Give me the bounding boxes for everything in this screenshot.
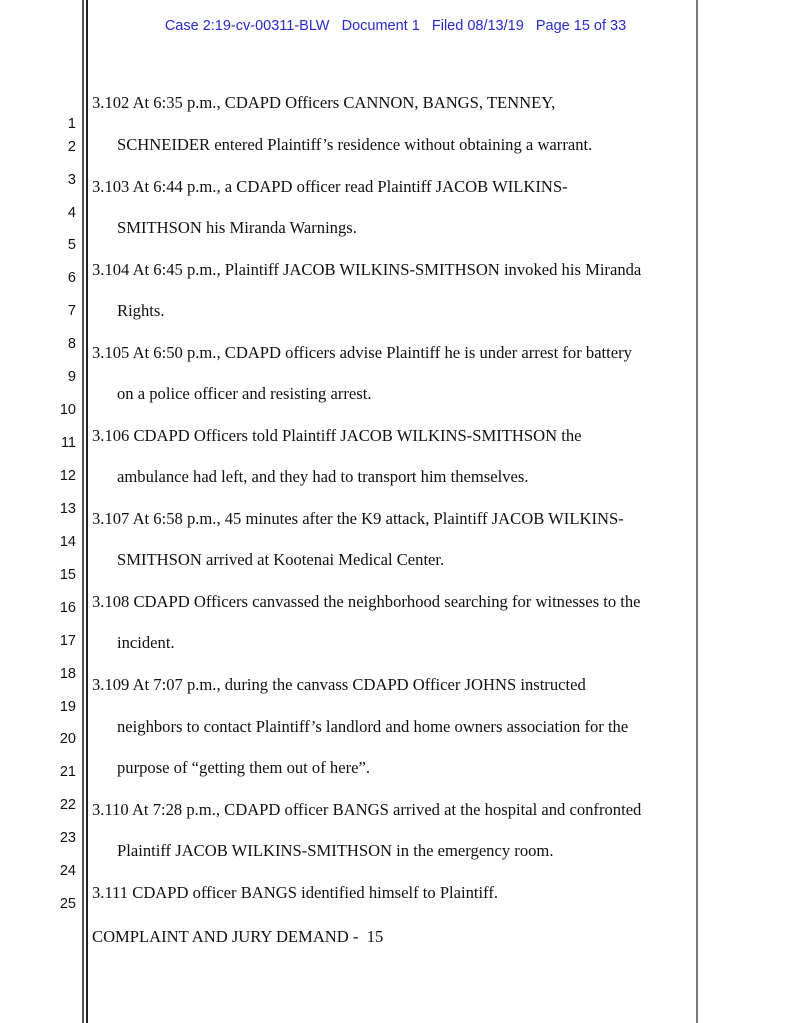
text-line: Rights.	[117, 301, 165, 320]
text-line: 3.108 CDAPD Officers canvassed the neighborhood searching for witnesses to the	[92, 592, 641, 611]
page-footer: COMPLAINT AND JURY DEMAND - 15	[92, 927, 384, 946]
line-number: 21	[59, 764, 76, 780]
line-number: 11	[60, 435, 76, 451]
line-number: 3	[67, 172, 76, 188]
header-filed-date: Filed 08/13/19	[431, 18, 524, 34]
text-line: SMITHSON his Miranda Warnings.	[117, 218, 357, 237]
line-number: 12	[59, 468, 76, 484]
text-line: incident.	[117, 633, 175, 652]
line-number: 22	[59, 797, 76, 813]
header-page-number: Page 15 of 33	[535, 18, 627, 34]
text-line: 3.105 At 6:50 p.m., CDAPD officers advise Plaintiff he is under arrest for battery	[92, 343, 632, 362]
right-margin-rule	[696, 0, 698, 1023]
text-line: ambulance had left, and they had to transport him themselves.	[117, 467, 529, 486]
line-number: 13	[59, 501, 76, 517]
header-case-number: Case 2:19-cv-00311-BLW	[164, 18, 330, 34]
text-line: SMITHSON arrived at Kootenai Medical Center.	[117, 550, 445, 569]
line-number: 24	[59, 863, 76, 879]
text-line: 3.107 At 6:58 p.m., 45 minutes after the K9 attack, Plaintiff JACOB WILKINS-	[92, 509, 624, 528]
line-number: 10	[59, 402, 76, 418]
court-filing-header	[0, 18, 791, 34]
text-line: 3.103 At 6:44 p.m., a CDAPD officer read Plaintiff JACOB WILKINS-	[92, 177, 568, 196]
line-number: 2	[67, 139, 76, 155]
line-number: 4	[67, 205, 76, 221]
line-number: 25	[59, 896, 76, 912]
text-line: 3.104 At 6:45 p.m., Plaintiff JACOB WILKINS-SMITHSON invoked his Miranda	[92, 260, 642, 279]
text-line: 3.109 At 7:07 p.m., during the canvass CDAPD Officer JOHNS instructed	[92, 675, 586, 694]
text-line: 3.111 CDAPD officer BANGS identified himself to Plaintiff.	[92, 883, 499, 902]
line-number: 17	[59, 633, 76, 649]
line-number: 15	[59, 567, 76, 583]
text-line: 3.110 At 7:28 p.m., CDAPD officer BANGS arrived at the hospital and confronted	[92, 800, 642, 819]
text-line: 3.102 At 6:35 p.m., CDAPD Officers CANNON, BANGS, TENNEY,	[92, 93, 556, 112]
text-line: Plaintiff JACOB WILKINS-SMITHSON in the emergency room.	[117, 841, 554, 860]
line-number: 18	[59, 666, 76, 682]
line-number: 6	[67, 270, 76, 286]
left-margin-rule-outer	[82, 0, 84, 1023]
text-line: neighbors to contact Plaintiff’s landlord and home owners association for the	[117, 717, 629, 736]
line-number: 20	[59, 731, 76, 747]
line-number: 23	[59, 830, 76, 846]
text-line: SCHNEIDER entered Plaintiff’s residence without obtaining a warrant.	[117, 135, 593, 154]
line-number: 8	[67, 336, 76, 352]
line-number: 19	[59, 699, 76, 715]
text-line: on a police officer and resisting arrest.	[117, 384, 372, 403]
line-number: 1	[67, 116, 76, 132]
line-number: 16	[59, 600, 76, 616]
left-margin-rule-inner	[86, 0, 88, 1023]
text-line: purpose of “getting them out of here”.	[117, 758, 370, 777]
line-number: 7	[67, 303, 76, 319]
text-line: 3.106 CDAPD Officers told Plaintiff JACOB WILKINS-SMITHSON the	[92, 426, 582, 445]
header-document-number: Document 1	[341, 18, 420, 34]
line-number: 14	[59, 534, 76, 550]
line-number: 5	[67, 237, 76, 253]
line-number: 9	[67, 369, 76, 385]
